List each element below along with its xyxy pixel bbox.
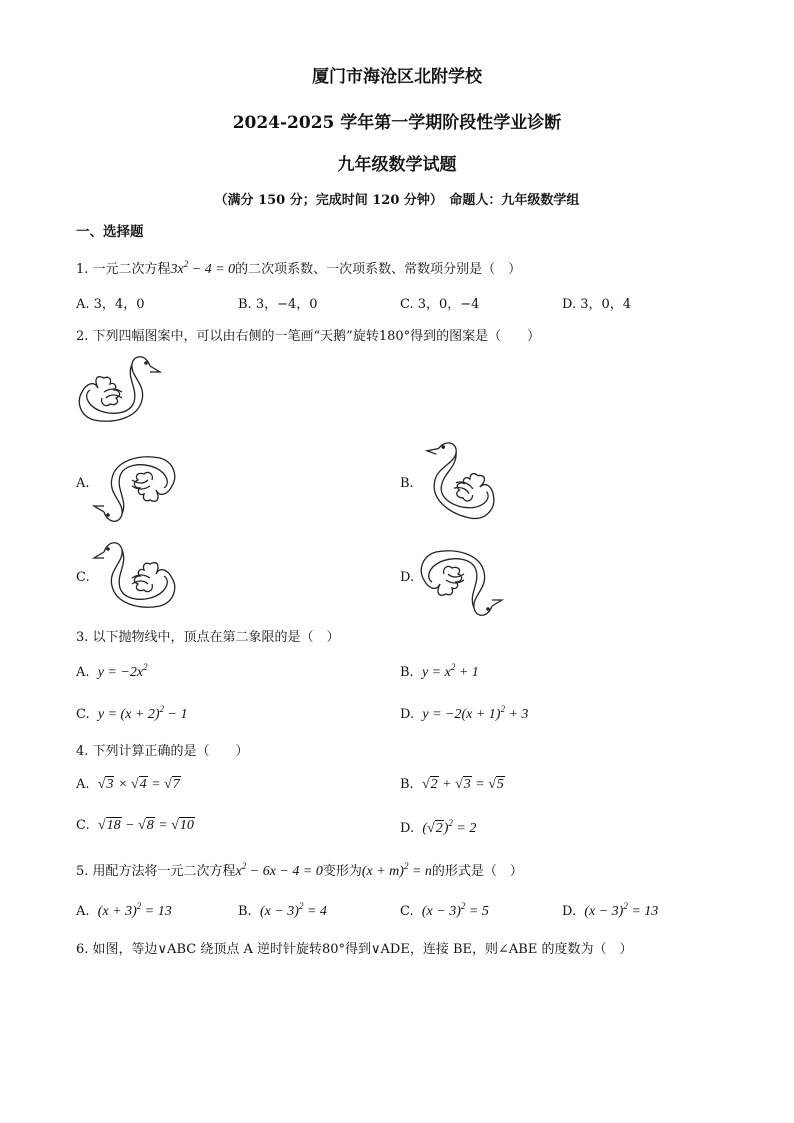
- q5-option-d[interactable]: [562, 901, 658, 920]
- q4-label-d: D.: [400, 821, 415, 836]
- q4-label-b: B.: [400, 777, 414, 792]
- q1-equation: $3x^2 - 4 = 0$: [170, 259, 236, 277]
- q1-suffix: 的二次项系数、一次项系数、常数项分别是（ ）: [235, 262, 522, 277]
- q4-expr-c: √18 − √8 = √10: [97, 818, 194, 833]
- q5-middle: 变形为: [322, 864, 362, 879]
- q5-label-b: B.: [238, 904, 252, 919]
- q3-label-b: B.: [400, 665, 414, 680]
- paper-title: 九年级数学试题: [337, 155, 457, 175]
- q4-option-a[interactable]: [76, 777, 181, 793]
- q4-expr-a: √3 × √4 = √7: [97, 777, 180, 792]
- q5-expr-a: $(x + 3)^2 = 13$: [97, 901, 172, 919]
- q1-option-d[interactable]: D. 3，0，4: [562, 297, 632, 312]
- exam-meta: （满分 150 分；完成时间 120 分钟） 命题人：九年级数学组: [214, 193, 580, 208]
- question-2: 2. 下列四幅图案中，可以由右侧的一笔画“天鹅”旋转180°得到的图案是（ ）: [76, 329, 541, 344]
- q3-expr-a: $y = -2x^2$: [97, 662, 148, 680]
- exam-title: 2024-2025 学年第一学期阶段性学业诊断: [232, 113, 562, 133]
- q3-expr-d: $y = -2(x + 1)^2 + 3$: [422, 704, 529, 722]
- q3-option-c[interactable]: [76, 704, 188, 723]
- q3-expr-c: $y = (x + 2)^2 - 1$: [97, 704, 188, 722]
- question-4: 4. 下列计算正确的是（ ）: [76, 744, 249, 759]
- q5-label-a: A.: [76, 904, 90, 919]
- q4-option-d[interactable]: [400, 818, 476, 837]
- q4-option-c[interactable]: [76, 818, 195, 834]
- q2-label-b[interactable]: B.: [400, 476, 414, 491]
- q2-label-d[interactable]: D.: [400, 570, 415, 585]
- q3-label-a: A.: [76, 665, 90, 680]
- q4-label-c: C.: [76, 818, 90, 833]
- q5-prefix: 5. 用配方法将一元二次方程: [76, 864, 236, 879]
- q5-expr-b: $(x - 3)^2 = 4$: [259, 901, 327, 919]
- q5-equation: $x^2 - 6x - 4 = 0$: [235, 861, 323, 879]
- question-3: 3. 以下抛物线中，顶点在第二象限的是（ ）: [76, 630, 340, 645]
- q5-option-c[interactable]: [400, 901, 489, 920]
- q5-option-a[interactable]: [76, 901, 172, 920]
- q1-option-c[interactable]: C. 3，0，−4: [400, 297, 480, 312]
- school-name: 厦门市海沧区北附学校: [312, 67, 482, 87]
- q4-expr-b: √2 + √3 = √5: [421, 777, 504, 792]
- q5-option-b[interactable]: [238, 901, 327, 920]
- question-1: [76, 258, 521, 278]
- q4-expr-d: $(√2)^2 = 2$: [422, 818, 477, 836]
- q1-prefix: 1. 一元二次方程: [76, 262, 171, 277]
- q2-label-c[interactable]: C.: [76, 570, 90, 585]
- q3-label-c: C.: [76, 707, 90, 722]
- q3-option-d[interactable]: [400, 704, 528, 723]
- section-title: 一、选择题: [76, 224, 144, 240]
- q2-option-a-swan-image[interactable]: [92, 438, 178, 530]
- q2-option-c-swan-image[interactable]: [90, 534, 178, 624]
- question-5: [76, 860, 523, 880]
- q1-option-b[interactable]: B. 3，−4，0: [238, 297, 318, 312]
- q3-expr-b: $y = x^2 + 1$: [421, 662, 479, 680]
- q5-label-c: C.: [400, 904, 414, 919]
- q2-option-b-swan-image[interactable]: [418, 440, 502, 526]
- q2-label-a[interactable]: A.: [76, 476, 90, 491]
- q3-option-a[interactable]: [76, 662, 148, 681]
- q4-option-b[interactable]: [400, 777, 505, 793]
- q5-expr-c: $(x - 3)^2 = 5$: [421, 901, 489, 919]
- reference-swan-image: [76, 348, 166, 430]
- q3-label-d: D.: [400, 707, 415, 722]
- q4-label-a: A.: [76, 777, 90, 792]
- q3-option-b[interactable]: [400, 662, 479, 681]
- question-6: 6. 如图，等边∨ABC 绕顶点 A 逆时针旋转80°得到∨ADE，连接 BE，则∠ABE 的度数为（ ）: [76, 942, 633, 957]
- q5-suffix: 的形式是（ ）: [431, 864, 523, 879]
- q2-option-d-swan-image[interactable]: [418, 536, 504, 624]
- q5-label-d: D.: [562, 904, 577, 919]
- q1-option-a[interactable]: A. 3，4，0: [76, 297, 145, 312]
- q5-expr-d: $(x - 3)^2 = 13$: [584, 901, 659, 919]
- q5-form: $(x + m)^2 = n$: [361, 861, 432, 879]
